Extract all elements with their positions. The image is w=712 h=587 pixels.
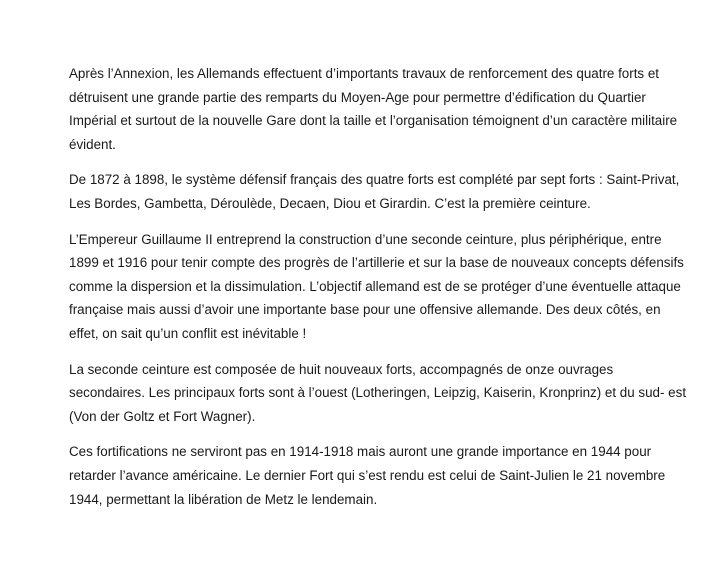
paragraph-annexion: Après l’Annexion, les Allemands effectuent d’importants travaux de renforcement des quatre forts et détruisent une grande partie des remparts du Moyen-Age pour permettre d’édification du Quartier Impérial et surtout de la nouvelle Gare dont la taille et l’organisation témoignent d’un caractère militaire évident.	[69, 66, 678, 152]
paragraph-second-belt-construction: L’Empereur Guillaume II entreprend la construction d’une seconde ceinture, plus périphérique, entre 1899 et 1916 pour tenir compte des progrès de l’artillerie et sur la base de nouveaux concepts défensifs comme la dispersion et la dissimulation. L’objectif allemand est de se protéger d’une éventuelle attaque française mais aussi d’avoir une importante base pour une offensive allemande. Des deux côtés, en effet, on sait qu’un conflit est inévitable !	[69, 231, 684, 341]
document-body	[69, 62, 689, 523]
paragraph-liberation: Ces fortifications ne serviront pas en 1914-1918 mais auront une grande importance en 1944 pour retarder l’avance américaine. Le dernier Fort qui s’est rendu est celui de Saint-Julien le 21 novembre 1944, permettant la libération de Metz le lendemain.	[69, 444, 666, 507]
paragraph-first-belt: De 1872 à 1898, le système défensif français des quatre forts est complété par sept forts : Saint-Privat, Les Bordes, Gambetta, Déroulède, Decaen, Diou et Girardin. C’est la première ceinture.	[69, 172, 680, 211]
paragraph-second-belt-composition: La seconde ceinture est composée de huit nouveaux forts, accompagnés de onze ouvrages secondaires. Les principaux forts sont à l’ouest (Lotheringen, Leipzig, Kaiserin, Kronprinz) et du sud- est (Von der Goltz et Fort Wagner).	[69, 361, 687, 424]
